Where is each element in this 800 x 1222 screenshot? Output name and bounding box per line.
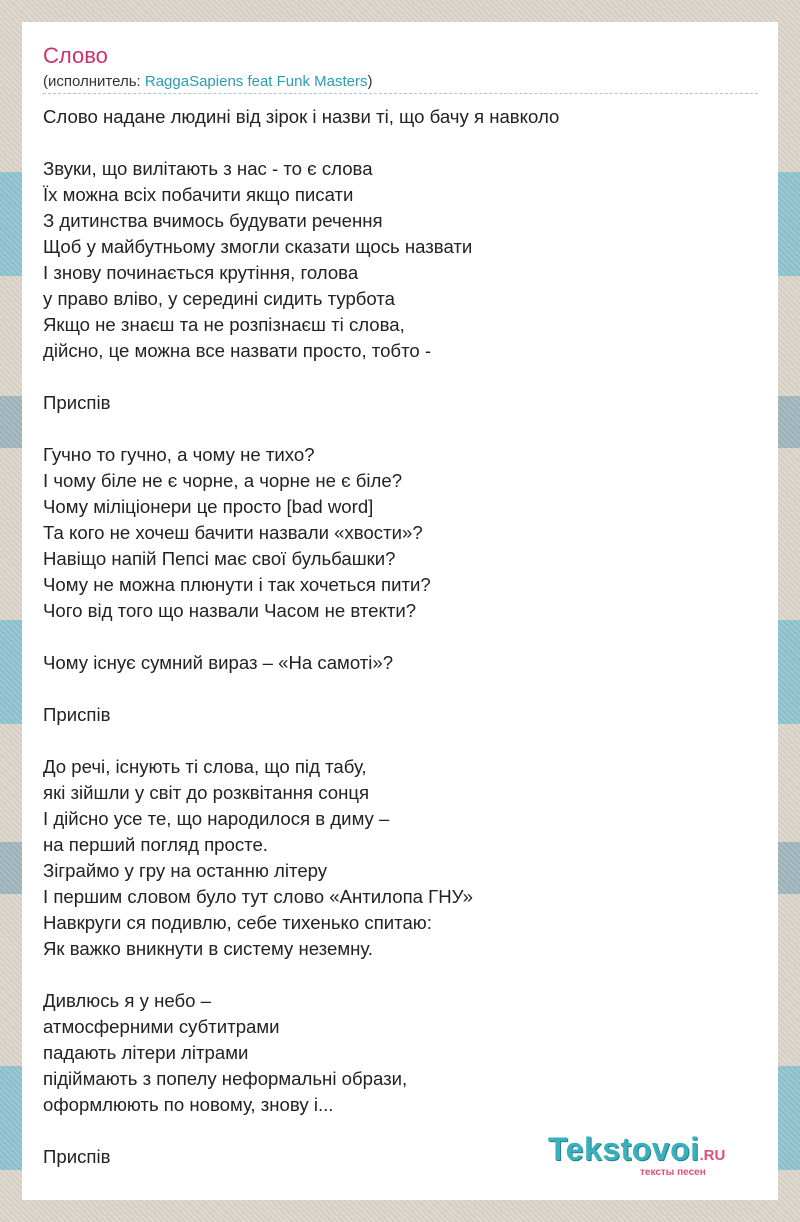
- stanza-gap: [43, 364, 758, 390]
- lyric-line: До речі, існують ті слова, що під табу,: [43, 756, 367, 777]
- lyric-line: у право вліво, у середині сидить турбота: [43, 288, 396, 309]
- stanza-gap: [43, 728, 758, 754]
- lyrics-text: [43, 104, 758, 1170]
- lyric-line: Слово надане людині від зірок і назви ті, що бачу я навколо: [43, 106, 560, 127]
- title-divider: [43, 93, 758, 94]
- stanza-gap: [43, 416, 758, 442]
- stanza-gap: [43, 962, 758, 988]
- artist-suffix: ): [367, 73, 373, 90]
- site-logo[interactable]: [548, 1133, 758, 1179]
- lyric-line: І чому біле не є чорне, а чорне не є біле?: [43, 470, 403, 491]
- lyrics-card: [22, 22, 778, 1200]
- lyric-line: Щоб у майбутньому змогли сказати щось назвати: [43, 236, 473, 257]
- stanza-gap: [43, 676, 758, 702]
- lyric-line: Приспів: [43, 392, 111, 413]
- lyric-line: падають літери літрами: [43, 1042, 249, 1063]
- lyric-line: Чому не можна плюнути і так хочеться пити?: [43, 574, 431, 595]
- lyric-line: Чого від того що назвали Часом не втекти?: [43, 600, 417, 621]
- artist-link[interactable]: RaggaSapiens feat Funk Masters: [144, 73, 368, 90]
- lyric-line: Зіграймо у гру на останню літеру: [43, 860, 328, 881]
- lyric-line: Та кого не хочеш бачити назвали «хвости»?: [43, 522, 423, 543]
- lyric-line: Якщо не знаєш та не розпізнаєш ті слова,: [43, 314, 405, 335]
- lyric-line: Навіщо напій Пепсі має свої бульбашки?: [43, 548, 396, 569]
- artist-line: [43, 73, 373, 90]
- lyric-line: І першим словом було тут слово «Антилопа ГНУ»: [43, 886, 473, 907]
- logo-name: Tekstovoi: [548, 1131, 700, 1167]
- lyric-line: Гучно то гучно, а чому не тихо?: [43, 444, 315, 465]
- artist-prefix: (исполнитель:: [43, 73, 145, 90]
- lyric-line: Навкруги ся подивлю, себе тихенько спитаю:: [43, 912, 432, 933]
- lyric-line: І дійсно усе те, що народилося в диму –: [43, 808, 390, 829]
- logo-tld: .RU: [699, 1147, 726, 1164]
- lyric-line: Приспів: [43, 1146, 111, 1167]
- lyric-line: З дитинства вчимось будувати речення: [43, 210, 383, 231]
- lyric-line: підіймають з попелу неформальні образи,: [43, 1068, 408, 1089]
- lyric-line: атмосферними субтитрами: [43, 1016, 280, 1037]
- lyric-line: Приспів: [43, 704, 111, 725]
- lyric-line: Чому міліціонери це просто [bad word]: [43, 496, 374, 517]
- logo-tagline: тексты песен: [640, 1167, 706, 1178]
- song-title: Слово: [43, 43, 108, 68]
- lyric-line: Дивлюсь я у небо –: [43, 990, 211, 1011]
- stanza-gap: [43, 130, 758, 156]
- lyric-line: оформлюють по новому, знову і...: [43, 1094, 334, 1115]
- lyric-line: дійсно, це можна все назвати просто, тобто -: [43, 340, 432, 361]
- stanza-gap: [43, 624, 758, 650]
- lyric-line: які зійшли у світ до розквітання сонця: [43, 782, 370, 803]
- lyric-line: Звуки, що вилітають з нас - то є слова: [43, 158, 373, 179]
- lyric-line: Як важко вникнути в систему неземну.: [43, 938, 373, 959]
- lyric-line: Чому існує сумний вираз – «На самоті»?: [43, 652, 394, 673]
- lyric-line: І знову починається крутіння, голова: [43, 262, 359, 283]
- lyric-line: Їх можна всіх побачити якщо писати: [43, 184, 354, 205]
- lyric-line: на перший погляд просте.: [43, 834, 268, 855]
